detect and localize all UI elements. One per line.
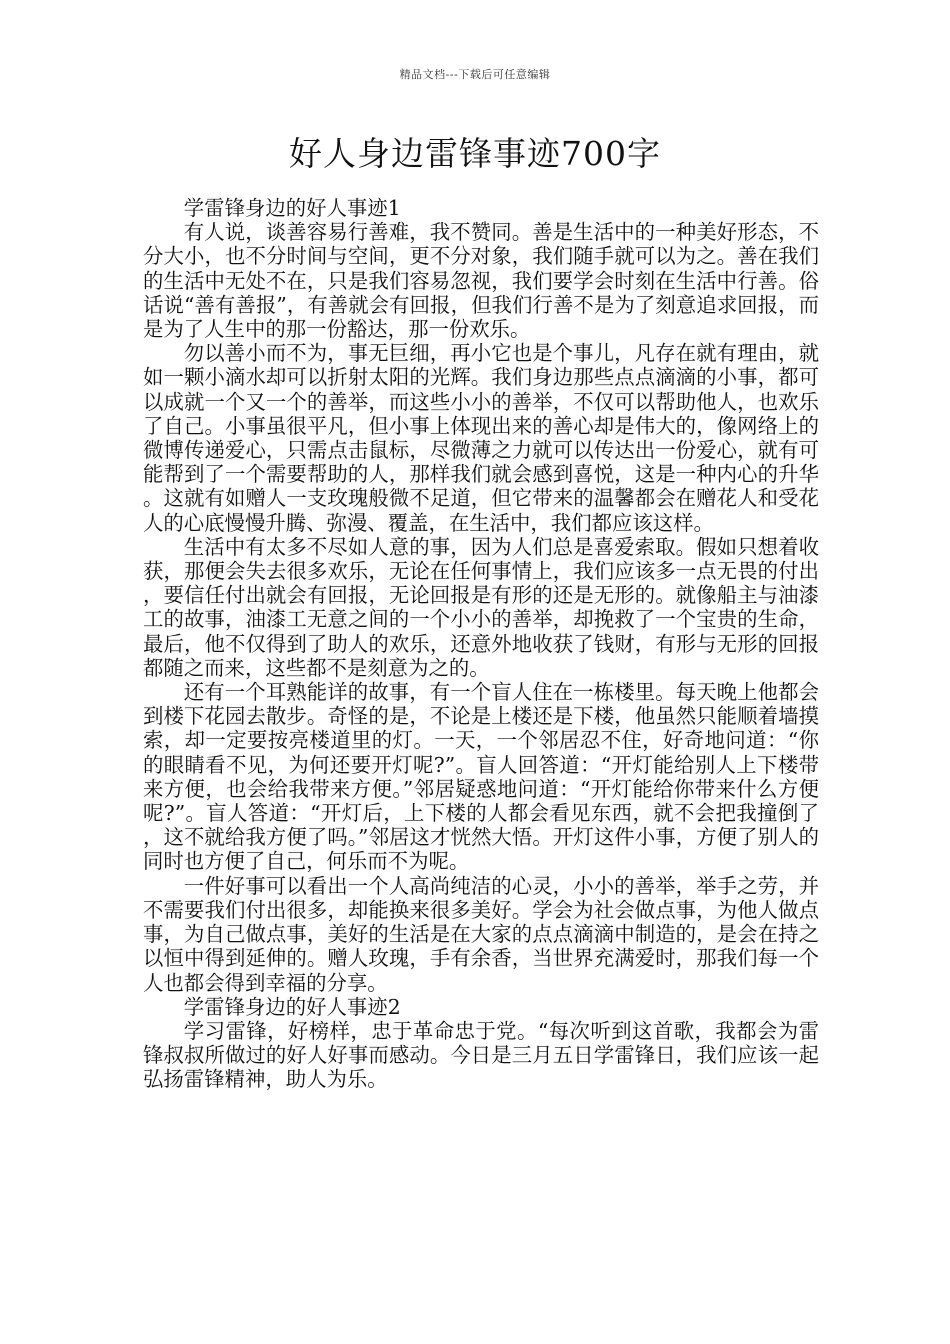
paragraph-5: 一件好事可以看出一个人高尚纯洁的心灵，小小的善举，举手之劳，并不需要我们付出很多，却能换来很多美好。学会为社会做点事，为他人做点事，为自己做点事，美好的生活是在大家的点点滴滴中制造的，是会在持之以恒中得到延伸的。赠人玫瑰，手有余香，当世界充满爱时，那我们每一个人也都会得到幸福的分享。	[143, 873, 819, 995]
document-body	[143, 196, 819, 1092]
paragraph-4: 还有一个耳熟能详的故事，有一个盲人住在一栋楼里。每天晚上他都会到楼下花园去散步。奇怪的是，不论是上楼还是下楼，他虽然只能顺着墙摸索，却一定要按亮楼道里的灯。一天，一个邻居忍不住，好奇地问道：“你的眼睛看不见，为何还要开灯呢?”。盲人回答道：“开灯能给别人上下楼带来方便，也会给我带来方便。”邻居疑惑地问道：“开灯能给你带来什么方便呢?”。盲人答道：“开灯后，上下楼的人都会看见东西，就不会把我撞倒了，这不就给我方便了吗。”邻居这才恍然大悟。开灯这件小事，方便了别人的同时也方便了自己，何乐而不为呢。	[143, 680, 819, 874]
paragraph-1: 有人说，谈善容易行善难，我不赞同。善是生活中的一种美好形态，不分大小，也不分时间与空间，更不分对象，我们随手就可以为之。善在我们的生活中无处不在，只是我们容易忽视，我们要学会时刻在生活中行善。俗话说“善有善报”，有善就会有回报，但我们行善不是为了刻意追求回报，而是为了人生中的那一份豁达，那一份欢乐。	[143, 220, 819, 342]
header-note: 精品文档---下载后可任意编辑	[399, 68, 551, 81]
document-title: 好人身边雷锋事迹700字	[289, 134, 661, 173]
section-heading-2: 学雷锋身边的好人事迹2	[183, 994, 401, 1019]
section-heading-1: 学雷锋身边的好人事迹1	[183, 196, 401, 220]
paragraph-6: 学习雷锋，好榜样，忠于革命忠于党。“每次听到这首歌，我都会为雷锋叔叔所做过的好人好事而感动。今日是三月五日学雷锋日，我们应该一起弘扬雷锋精神，助人为乐。	[143, 1018, 819, 1092]
paragraph-3: 生活中有太多不尽如人意的事，因为人们总是喜爱索取。假如只想着收获，那便会失去很多欢乐，无论在任何事情上，我们应该多一点无畏的付出，要信任付出就会有回报，无论回报是有形的还是无形的。就像船主与油漆工的故事，油漆工无意之间的一个小小的善举，却挽救了一个宝贵的生命，最后，他不仅得到了助人的欢乐，还意外地收获了钱财，有形与无形的回报都随之而来，这些都不是刻意为之的。	[143, 534, 819, 680]
paragraph-2: 勿以善小而不为，事无巨细，再小它也是个事儿，凡存在就有理由，就如一颗小滴水却可以折射太阳的光辉。我们身边那些点点滴滴的小事，都可以成就一个又一个的善举，而这些小小的善举，不仅可以帮助他人，也欢乐了自己。小事虽很平凡，但小事上体现出来的善心却是伟大的，像网络上的微博传递爱心，只需点击鼠标，尽微薄之力就可以传达出一份爱心，就有可能帮到了一个需要帮助的人，那样我们就会感到喜悦，这是一种内心的升华。这就有如赠人一支玫瑰般微不足道，但它带来的温馨都会在赠花人和受花人的心底慢慢升腾、弥漫、覆盖，在生活中，我们都应该这样。	[143, 341, 819, 535]
